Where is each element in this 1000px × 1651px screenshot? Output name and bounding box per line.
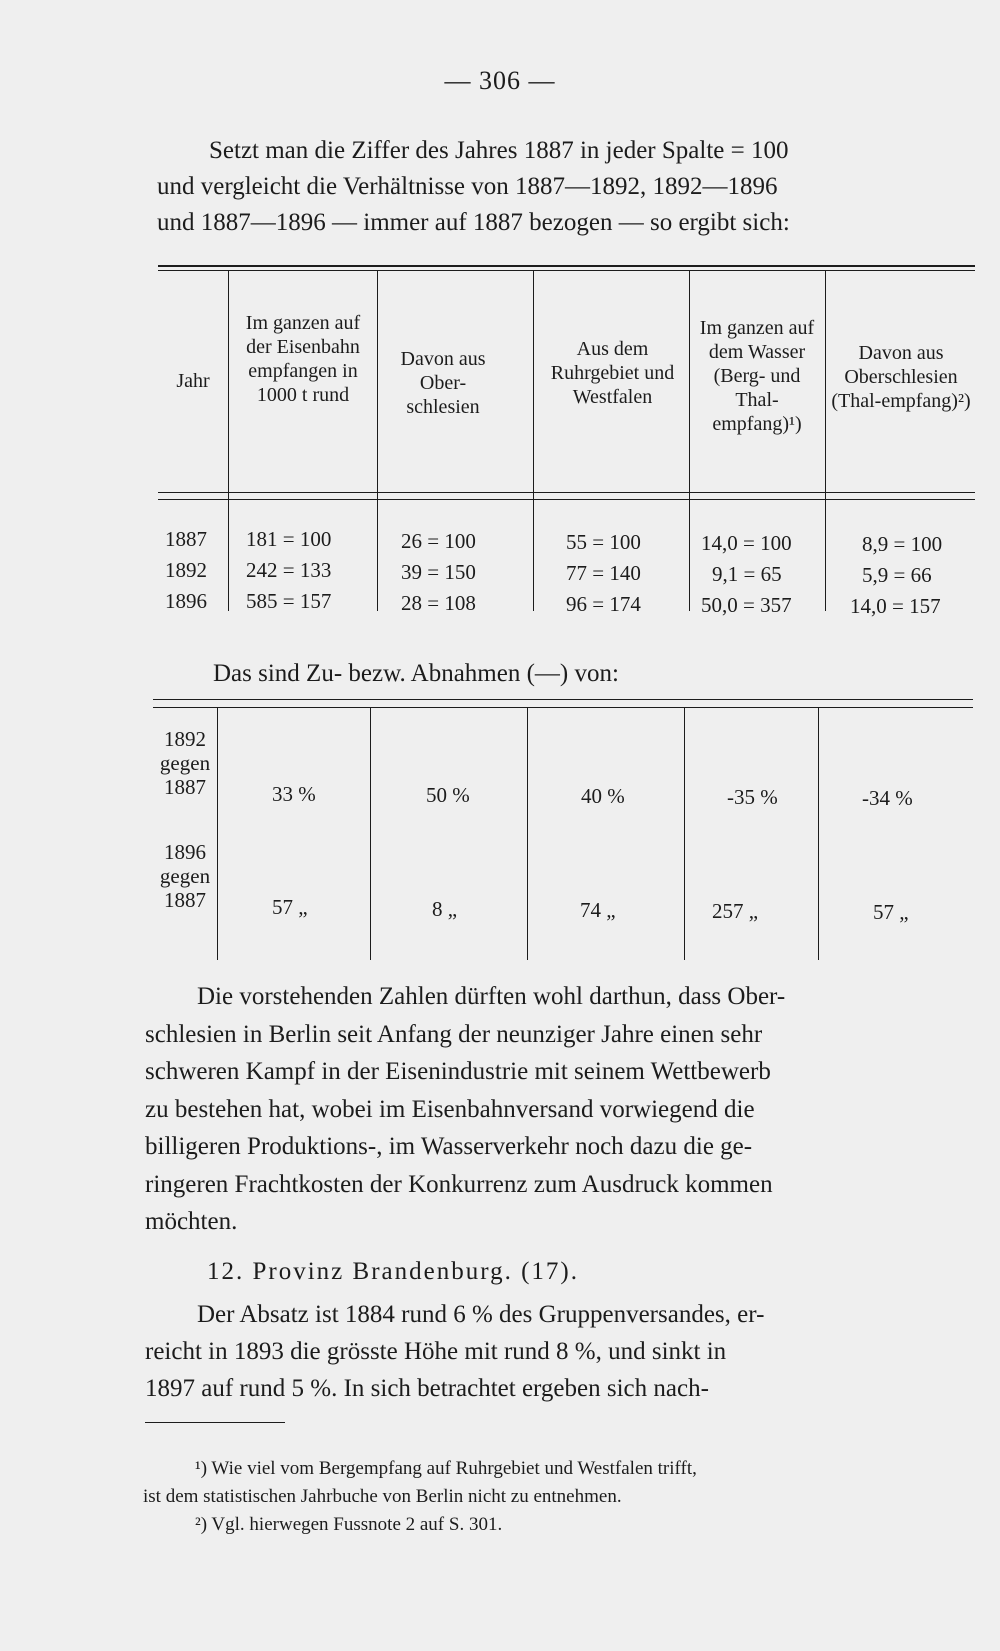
column-divider	[527, 708, 528, 960]
table-2-caption: Das sind Zu- bezw. Abnahmen (—) von:	[213, 660, 619, 687]
table-rule	[158, 492, 975, 493]
data-cell: 39 = 150	[401, 560, 476, 584]
data-cell: 8,9 = 100	[862, 532, 943, 556]
intro-line: und vergleicht die Verhältnisse von 1887—1892, 1892—1896	[157, 173, 778, 200]
body-line: Die vorstehenden Zahlen dürften wohl darthun, dass Ober-	[197, 983, 786, 1010]
data-cell: 9,1 = 65	[712, 562, 782, 586]
change-cell: 57 „	[873, 900, 909, 924]
footnote-rule	[145, 1422, 285, 1423]
body-line: schweren Kampf in der Eisenindustrie mit seinem Wettbewerb	[145, 1058, 771, 1085]
body-line: ringeren Frachtkosten der Konkurrenz zum Ausdruck kommen	[145, 1170, 773, 1198]
data-cell: 50,0 = 357	[701, 593, 792, 617]
body-line: billigeren Produktions-, im Wasserverkehr noch dazu die ge-	[145, 1133, 753, 1160]
column-header-ruhr: Aus dem Ruhrgebiet und Westfalen	[550, 338, 675, 408]
page-number: — 306 —	[444, 66, 556, 95]
change-cell: 8 „	[432, 897, 458, 921]
change-cell: 74 „	[580, 898, 616, 922]
data-cell: 14,0 = 157	[850, 594, 941, 618]
intro-paragraph	[157, 133, 932, 241]
footnotes	[143, 1455, 965, 1539]
column-divider	[217, 708, 218, 960]
footnote-line: ²) Vgl. hierwegen Fussnote 2 auf S. 301.	[195, 1514, 503, 1535]
column-header-water: Im ganzen auf dem Wasser (Berg- und Thal-empfang)¹)	[699, 317, 815, 435]
table-rule	[158, 265, 975, 267]
intro-line: Setzt man die Ziffer des Jahres 1887 in jeder Spalte = 100	[209, 137, 789, 164]
change-cell: 40 %	[581, 784, 625, 808]
section-line: 1897 auf rund 5 %. In sich betrachtet ergeben sich nach-	[145, 1375, 709, 1402]
data-cell: 585 = 157	[246, 589, 332, 613]
data-cell: 26 = 100	[401, 529, 476, 553]
body-line: schlesien in Berlin seit Anfang der neunziger Jahre einen sehr	[145, 1020, 763, 1048]
column-header-year: Jahr	[176, 370, 210, 392]
change-cell: -35 %	[727, 785, 778, 809]
body-line: zu bestehen hat, wobei im Eisenbahnversand vorwiegend die	[145, 1095, 755, 1123]
row-label	[153, 840, 217, 912]
table-rule	[153, 707, 973, 708]
column-header-rail-upper-silesia: Davon aus Ober-schlesien	[400, 348, 486, 418]
data-cell: 55 = 100	[566, 530, 641, 554]
column-divider	[370, 708, 371, 960]
column-header-water-upper-silesia: Davon aus Oberschlesien (Thal-empfang)²)	[831, 342, 971, 412]
section-line: Der Absatz ist 1884 rund 6 % des Gruppenversandes, er-	[197, 1301, 765, 1328]
year-cell: 1887	[165, 527, 207, 551]
column-divider	[825, 271, 826, 611]
body-line: möchten.	[145, 1208, 238, 1235]
row-label-line: gegen	[159, 864, 211, 888]
column-divider	[684, 708, 685, 960]
data-cell: 28 = 108	[401, 591, 476, 615]
table-rule	[158, 499, 975, 500]
intro-line: und 1887—1896 — immer auf 1887 bezogen — so ergibt sich:	[157, 209, 790, 236]
data-cell: 242 = 133	[246, 558, 332, 582]
column-header-rail: Im ganzen auf der Eisenbahn empfangen in 1000 t rund	[245, 312, 361, 406]
data-cell: 5,9 = 66	[862, 563, 932, 587]
footnote-line: ist dem statistischen Jahrbuche von Berlin nicht zu entnehmen.	[143, 1486, 622, 1507]
change-cell: -34 %	[862, 786, 913, 810]
row-label	[153, 727, 217, 799]
data-cell: 14,0 = 100	[701, 531, 792, 555]
change-cell: 33 %	[272, 782, 316, 806]
row-label-line: 1892	[164, 727, 206, 751]
column-divider	[533, 271, 534, 611]
footnote-line: ¹) Wie viel vom Bergempfang auf Ruhrgebiet und Westfalen trifft,	[195, 1458, 697, 1479]
data-cell: 181 = 100	[246, 527, 332, 551]
change-cell: 50 %	[426, 783, 470, 807]
table-rule	[153, 699, 973, 700]
table-rule	[158, 270, 975, 271]
section-heading: 12. Provinz Brandenburg. (17).	[207, 1258, 579, 1285]
body-paragraph	[145, 978, 967, 1241]
year-cell: 1896	[165, 589, 207, 613]
section-line: reicht in 1893 die grösste Höhe mit rund 8 %, und sinkt in	[145, 1338, 727, 1365]
change-cell: 57 „	[272, 895, 308, 919]
row-label-line: 1887	[164, 888, 206, 912]
change-cell: 257 „	[712, 899, 759, 923]
row-label-line: gegen	[159, 751, 211, 775]
data-cell: 96 = 174	[566, 592, 641, 616]
year-cell: 1892	[165, 558, 207, 582]
section-paragraph	[145, 1296, 967, 1407]
row-label-line: 1896	[164, 840, 206, 864]
row-label-line: 1887	[164, 775, 206, 799]
column-divider	[377, 271, 378, 611]
column-divider	[689, 271, 690, 611]
column-divider	[228, 271, 229, 611]
column-divider	[818, 708, 819, 960]
data-cell: 77 = 140	[566, 561, 641, 585]
